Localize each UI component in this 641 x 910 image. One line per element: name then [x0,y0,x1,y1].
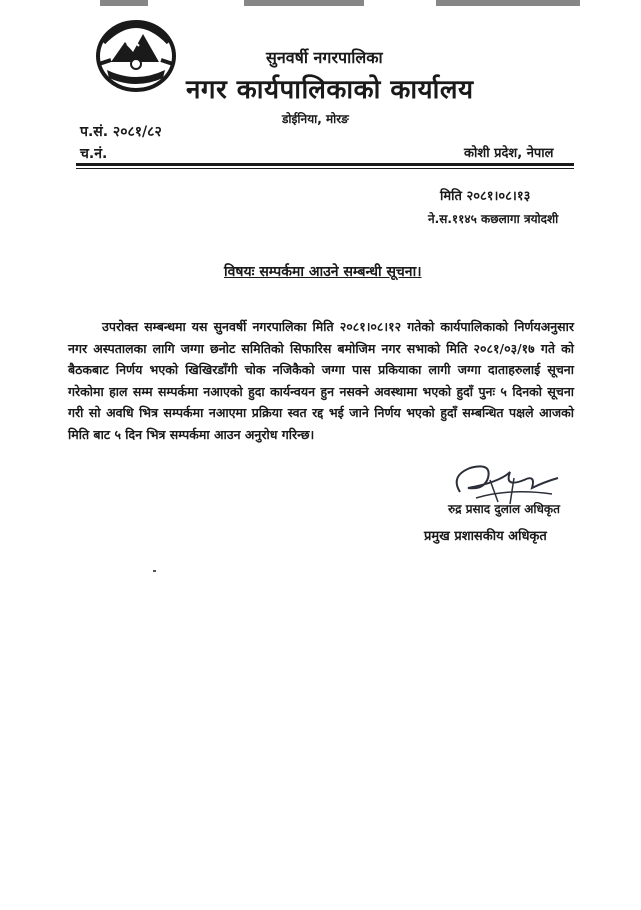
signatory-title: प्रमुख प्रशासकीय अधिकृत [424,529,547,544]
nepal-sambat-date: ने.स.११४५ कछलागा त्रयोदशी [428,212,559,226]
body-paragraph: उपरोक्त सम्बन्धमा यस सुनवर्षी नगरपालिका मिति २०८१।०८।१२ गतेको कार्यपालिकाको निर्णयअनुसार नगर अस्पतालका लागि जग्गा छनोट समितिको सिफारिस बमोजिम नगर सभाको मिति २०८१/०३/१७ गते को बैठकबाट निर्णय भएको खिखिरडाँगी चोक नजिकैको जग्गा पास प्रकियाका लागी जग्गा दाताहरुलाई सूचना गरेकोमा हाल सम्म सम्पर्कमा नआएको हुदा कार्यन्वयन हुन नसक्ने अवस्थामा भएको हुदाँ पुनः ५ दिनको सूचना गरी सो अवधि भित्र सम्पर्कमा नआएमा प्रक्रिया स्वत रद्द भई जाने निर्णय भएको हुदाँ सम्बन्धित पक्षले आजको मिति बाट ५ दिन भित्र सम्पर्कमा आउन अनुरोध गरिन्छ। [68,319,574,442]
municipality-name: सुनवर्षी नगरपालिका [266,48,383,67]
scan-speck [153,570,156,572]
signatory-name: रुद्र प्रसाद दुलाल अधिकृत [448,502,560,516]
header-divider-thick [76,163,574,166]
office-address: डोईनिया, मोरङ [282,112,349,126]
header-divider-thin [76,168,574,169]
province-label: कोशी प्रदेश, नेपाल [464,146,554,161]
letter-body [68,316,574,446]
government-emblem-icon [93,12,179,96]
letter-date: मिति २०८१।०८।१३ [440,189,531,204]
letter-subject: विषयः सम्पर्कमा आउने सम्बन्धी सूचना। [224,264,422,280]
scanned-top-edge [100,0,580,6]
dispatch-number: च.नं. [80,146,108,162]
reference-number: प.सं. २०८१/८२ [80,124,162,140]
office-title: नगर कार्यपालिकाको कार्यालय [186,75,474,105]
